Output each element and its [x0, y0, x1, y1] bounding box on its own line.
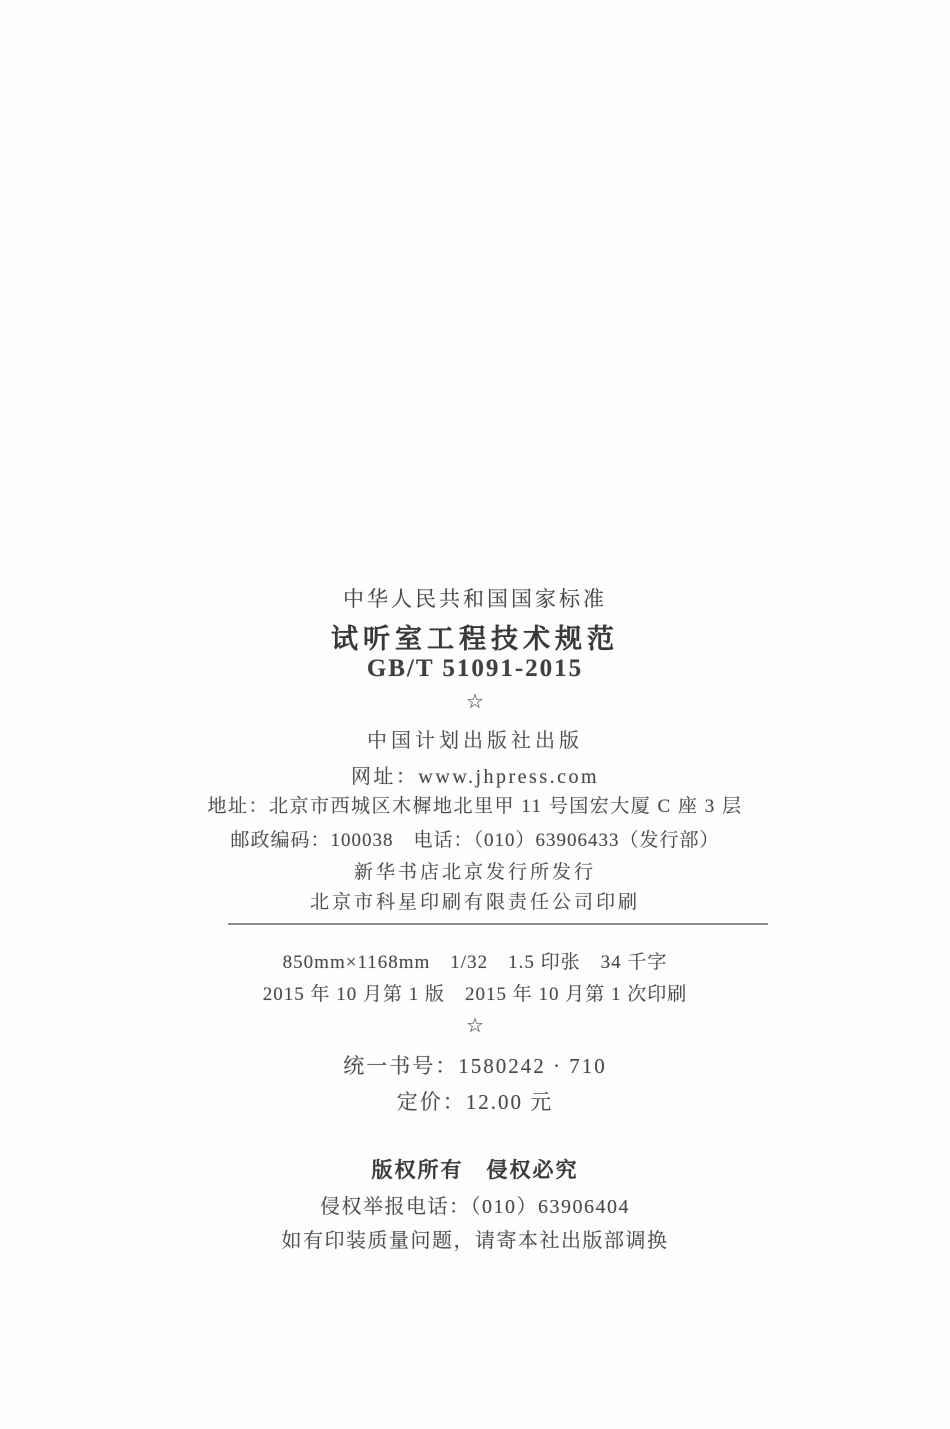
distributor-line: 新华书店北京发行所发行 — [353, 862, 596, 883]
standard-number: GB/T 51091-2015 — [366, 655, 584, 682]
publisher-line: 中国计划出版社出版 — [367, 730, 583, 752]
printer-line: 北京市科星印刷有限责任公司印刷 — [309, 892, 640, 913]
star-divider-top: ☆ — [466, 691, 484, 713]
print-quality-notice-line: 如有印装质量问题，请寄本社出版部调换 — [281, 1230, 669, 1252]
standard-series-title: 中华人民共和国国家标准 — [343, 587, 607, 611]
edition-printing-line: 2015 年 10 月第 1 版 2015 年 10 月第 1 次印刷 — [262, 984, 688, 1005]
unified-book-number-line: 统一书号：1580242 · 710 — [343, 1054, 607, 1078]
book-title: 试听室工程技术规范 — [331, 624, 619, 654]
copyright-notice: 版权所有 侵权必究 — [371, 1158, 579, 1182]
postal-phone-line: 邮政编码：100038 电话：（010）63906433（发行部） — [230, 830, 720, 851]
horizontal-rule — [228, 923, 768, 925]
website-line: 网址：www.jhpress.com — [350, 766, 600, 788]
format-specs-line: 850mm×1168mm 1/32 1.5 印张 34 千字 — [282, 952, 668, 973]
address-line: 地址：北京市西城区木樨地北里甲 11 号国宏大厦 C 座 3 层 — [207, 796, 743, 817]
star-divider-bottom: ☆ — [466, 1015, 484, 1037]
infringement-report-phone-line: 侵权举报电话：（010）63906404 — [320, 1196, 630, 1218]
price-line: 定价：12.00 元 — [396, 1090, 554, 1114]
